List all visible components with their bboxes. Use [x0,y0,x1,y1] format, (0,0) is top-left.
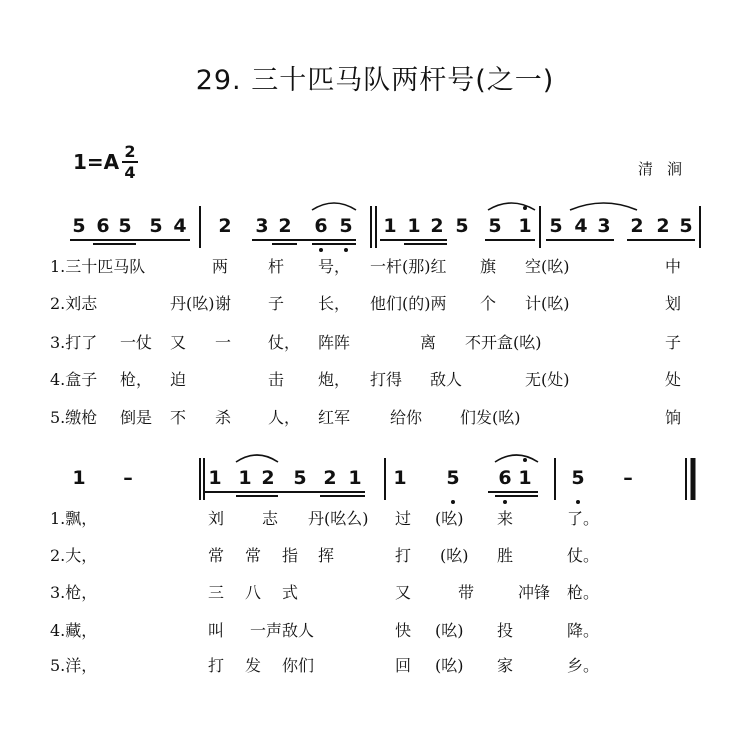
lyric-word: 一杆(那)红 [370,257,447,276]
lyric-word: 4.藏， [50,621,98,640]
lyric-word: 丹(吆么) [308,509,369,528]
slur [570,203,637,210]
line2-note: 1 [393,467,407,489]
line2-note: 6 [498,467,512,489]
upper-octave-dot [523,458,527,462]
line2-note: 5 [571,467,585,489]
lyric-word: 打 [208,656,225,675]
line1-note: 2 [630,215,644,237]
lyric-word: 仗， [268,333,301,352]
lyric-word: 一仗 [120,333,153,352]
slur [312,203,356,210]
lyric-word: 击 [268,370,285,389]
lyric-word: 4.盒子 [50,370,98,389]
lyric-word: 挥 [318,546,335,565]
lyric-word: 刘 [208,509,225,528]
line2-note: 1 [518,467,532,489]
lyric-word: 来 [497,509,514,528]
lyric-word: 三 [208,583,225,602]
lower-octave-dot [503,500,507,504]
lyric-word: 2.刘志 [50,294,98,313]
origin-label: 清涧 [638,160,697,178]
line2-note: 1 [208,467,222,489]
lyric-word: 冲锋 [518,583,551,602]
lyric-word: 发 [245,656,262,675]
lyric-word: 式 [282,583,299,602]
lyric-word: 常 [208,546,225,565]
lyric-word: 1.飘， [50,509,98,528]
lyric-word: 饷 [665,408,682,427]
lyric-word: 丹(吆) [170,294,215,313]
lyric-word: 你们 [282,656,315,675]
lyric-word: 无(处) [525,370,570,389]
lyric-word: (吆) [435,621,464,640]
line2-note: 1 [348,467,362,489]
lyric-word: (吆) [435,656,464,675]
lower-octave-dot [576,500,580,504]
lyric-word: 人， [268,408,301,427]
lyric-word: 又 [170,333,187,352]
lyric-word: 5.洋， [50,656,98,675]
lyric-word: 叫 [208,621,225,640]
lyric-word: 旗 [480,257,497,276]
lyric-word: 们发(吆) [460,408,521,427]
lyric-word: 回 [395,656,412,675]
lyric-word: 杆 [268,257,285,276]
lyric-word: 家 [497,656,514,675]
line1-note: 1 [407,215,421,237]
lyric-word: 志 [262,509,279,528]
lyric-word: 子 [665,333,682,352]
lyric-word: 一声敌人 [250,621,315,640]
lyric-word: 处 [665,370,682,389]
slur [488,203,535,210]
lyric-word: 投 [497,621,514,640]
lyric-word: 谢 [215,294,232,313]
lyric-word: 空(吆) [525,257,570,276]
lyric-word: 常 [245,546,262,565]
line2-note: 5 [446,467,460,489]
line1-note: 2 [278,215,292,237]
line1-note: 6 [96,215,110,237]
line2-note: 5 [293,467,307,489]
line2-note: 1 [238,467,252,489]
lyric-word: 离 [420,333,437,352]
lower-octave-dot [319,248,323,252]
lyric-word: 倒是 [120,408,153,427]
line1-note: 5 [549,215,563,237]
line2-note: 2 [261,467,275,489]
lyric-word: 给你 [390,408,423,427]
meter-top: 2 [124,142,136,161]
line1-note: 5 [72,215,86,237]
lower-octave-dot [451,500,455,504]
lyric-word: 打 [395,546,412,565]
line1-note: 5 [455,215,469,237]
line1-note: 5 [679,215,693,237]
lyric-word: 计(吆) [525,294,570,313]
lyric-word: 红军 [318,408,351,427]
lyric-word: 敌人 [430,370,463,389]
lyric-word: 八 [245,583,262,602]
lyric-word: 枪。 [567,583,600,602]
lyric-word: 个 [480,294,497,313]
line1-note: 3 [597,215,611,237]
slur [236,455,278,462]
lyric-word: 一 [215,333,232,352]
lyric-word: 又 [395,583,412,602]
song-title: 29. 三十匹马队两杆号(之一) [195,65,555,96]
lyric-word: 他们(的)两 [370,294,447,313]
lyric-word: 长， [318,294,351,313]
line2-note: – [623,467,633,489]
lyric-word: (吆) [435,509,464,528]
lyric-word: 2.大， [50,546,98,565]
slur [495,455,538,462]
line2-note: 2 [323,467,337,489]
key-signature: 1=A [73,150,120,174]
lyric-word: 5.缴枪 [50,408,98,427]
lyric-word: 炮， [318,370,351,389]
line2-note: 1 [72,467,86,489]
lower-octave-dot [344,248,348,252]
lyric-word: 两 [212,257,229,276]
line1-note: 2 [218,215,232,237]
lyric-word: 过 [395,509,412,528]
line1-note: 1 [518,215,532,237]
line1-note: 6 [314,215,328,237]
lyric-word: 胜 [497,546,514,565]
lyric-word: 带 [458,583,475,602]
lyric-word: 3.枪， [50,583,98,602]
lyric-word: 枪， [120,370,153,389]
line1-note: 4 [173,215,187,237]
lyric-word: (吆) [440,546,469,565]
lyric-word: 快 [395,621,412,640]
line1-note: 2 [656,215,670,237]
line1-note: 5 [149,215,163,237]
line2-note: – [123,467,133,489]
lyric-word: 号， [318,257,351,276]
lyric-word: 不开盒(吆) [465,333,542,352]
line1-note: 1 [383,215,397,237]
line1-note: 5 [339,215,353,237]
line1-note: 5 [118,215,132,237]
lyric-word: 中 [665,257,682,276]
line1-note: 3 [255,215,269,237]
line1-note: 2 [430,215,444,237]
line1-note: 4 [574,215,588,237]
lyric-word: 不 [170,408,187,427]
lyric-word: 迫 [170,370,187,389]
lyric-word: 划 [665,294,682,313]
lyric-word: 打得 [370,370,403,389]
lyric-word: 乡。 [567,656,600,675]
lyric-word: 杀 [215,408,232,427]
lyric-word: 3.打了 [50,333,98,352]
lyric-word: 仗。 [567,546,600,565]
line1-note: 5 [488,215,502,237]
lyric-word: 指 [282,546,299,565]
lyric-word: 子 [268,294,285,313]
lyric-word: 了。 [567,509,600,528]
lyric-word: 降。 [567,621,600,640]
lyric-word: 1.三十匹马队 [50,257,146,276]
lyric-word: 阵阵 [318,333,351,352]
meter-bottom: 4 [124,163,136,182]
